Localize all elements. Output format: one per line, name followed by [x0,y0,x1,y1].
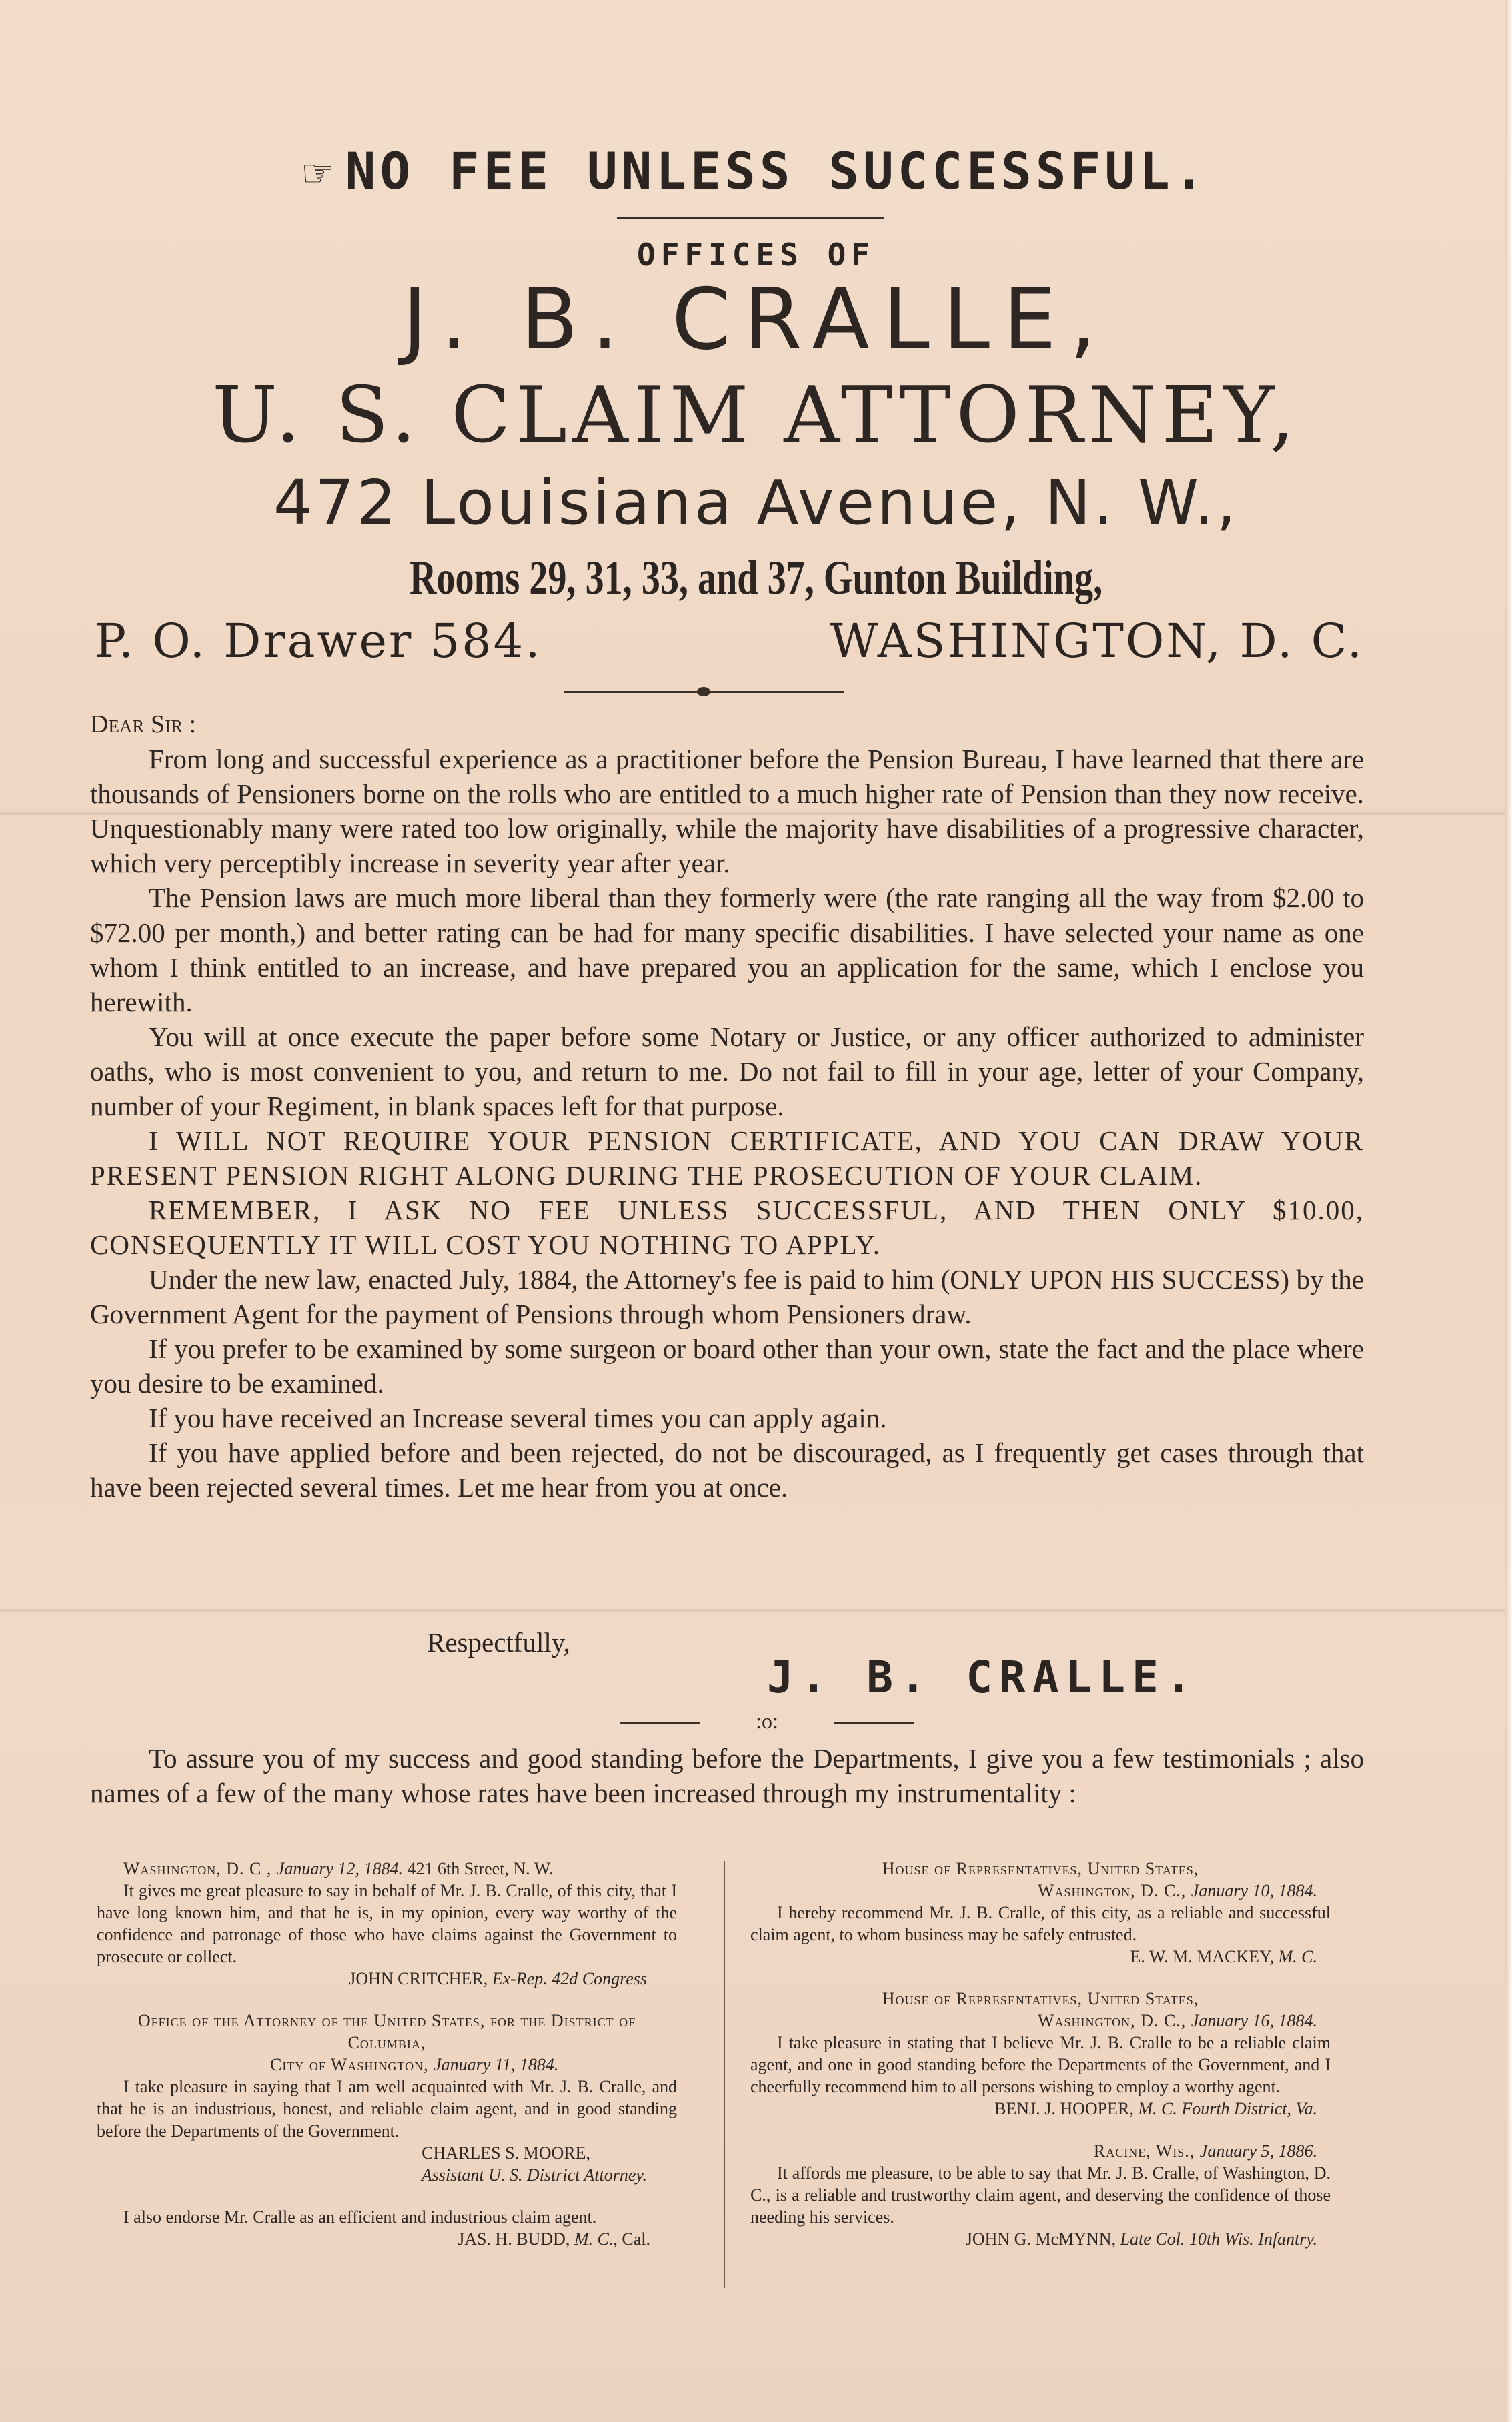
testimonial-signer: CHARLES S. MOORE, [422,2143,590,2163]
divider-rule [834,1722,914,1724]
letter-paragraph-caps: REMEMBER, I ASK NO FEE UNLESS SUCCESSFUL, AND THEN ONLY $10.00, CONSEQUENTLY IT WILL COST YOU NOTHING TO APPLY. [90,1195,1364,1260]
banner-text: NO FEE UNLESS SUCCESSFUL. [345,141,1209,201]
testimonial-office: Office of the Attorney of the United States, for the District of Columbia, [137,2011,636,2052]
testimonial-text: It affords me pleasure, to be able to say that Mr. J. B. Cralle, of Washington, D. C., is a reliable and trustworthy claim agent, and deserving the confidence of those needing his services. [750,2163,1331,2227]
letter-paragraph: The Pension laws are much more liberal than they formerly were (the rate ranging all the way from $2.00 to $72.00 per month,) and better rating can be had for many specific disabilities. I have selected your name as one whom I think entitled to an increase, and have prepared you an application for the same, which I enclose you herewith. [90,882,1364,1017]
letter-paragraph: If you have received an Increase several times you can apply again. [149,1403,887,1433]
ornament-rule [617,217,884,219]
testimonial-intro-text: To assure you of my success and good standing before the Departments, I give you a few testimonials ; also names of a few of the many whose rates have been increased through my instrumentality : [90,1743,1364,1808]
testimonial-signer: JOHN CRITCHER, Ex-Rep. 42d Congress [349,1969,647,1988]
testimonial-dateline: Washington, D. C., January 10, 1884. [1037,1881,1317,1900]
testimonial-signer: JOHN G. McMYNN, Late Col. 10th Wis. Infantry. [965,2229,1317,2249]
testimonial-text: I take pleasure in stating that I believe Mr. J. B. Cralle to be a reliable claim agent, and one in good standing before the Departments of the Government, and I cheerfully recommend him to all persons wishing to employ a worthy agent. [750,2033,1331,2096]
testimonial-text: I take pleasure in saying that I am well acquainted with Mr. J. B. Cralle, and that he is an industrious, honest, and reliable claim agent, and in good standing before the Departments of the Government. [97,2077,677,2141]
banner-heading [0,141,1512,201]
rooms-line: Rooms 29, 31, 33, and 37, Gunton Building, [409,551,1103,604]
testimonial-signer: E. W. M. MACKEY, M. C. [1130,1947,1317,1966]
letter-body [90,707,1364,1505]
offices-of-label: OFFICES OF [637,237,875,273]
testimonial-text: I also endorse Mr. Cralle as an efficient and industrious claim agent. [123,2207,597,2227]
testimonial-dateline: City of Washington, January 11, 1884. [270,2055,559,2074]
divider-rule [620,1722,700,1724]
testimonial-text: I hereby recommend Mr. J. B. Cralle, of this city, as a reliable and successful claim agent, to whom business may be safely entrusted. [750,1903,1331,1944]
attorney-name: J. B. CRALLE, [402,270,1110,368]
letter-paragraph: Under the new law, enacted July, 1884, the Attorney's fee is paid to him (ONLY UPON HIS SUCCESS) by the Government Agent for the payment of Pensions through whom Pensioners draw. [90,1264,1364,1329]
testimonial-office: House of Representatives, United States, [882,1859,1199,1878]
column-divider [724,1861,725,2288]
signature: J. B. CRALLE. [767,1652,1199,1703]
testimonial-signer: BENJ. J. HOOPER, M. C. Fourth District, Va. [994,2099,1317,2118]
salutation: Dear Sir : [90,710,197,738]
letter-paragraph: If you have applied before and been rejected, do not be discouraged, as I frequently get cases through that have been rejected several times. Let me hear from you at once. [90,1437,1364,1503]
testimonials-right-column [750,1858,1331,2250]
fold-crease [0,1609,1512,1612]
testimonial-dateline: Washington, D. C., January 16, 1884. [1037,2011,1317,2030]
testimonial-intro [90,1741,1364,1810]
divider-mark: :o: [756,1709,778,1733]
testimonial-office: House of Representatives, United States, [882,1989,1199,2008]
testimonial-dateline: Racine, Wis., January 5, 1886. [1093,2141,1317,2161]
city-line: WASHINGTON, D. C. [830,614,1364,668]
testimonial-dateline: Washington, D. C , January 12, 1884. 421 6th Street, N. W. [123,1859,554,1878]
testimonial-signer: JAS. H. BUDD, M. C., Cal. [458,2229,650,2249]
attorney-title: U. S. CLAIM ATTORNEY, [212,370,1300,460]
testimonial-text: It gives me great pleasure to say in behalf of Mr. J. B. Cralle, of this city, that I have long known him, and that he is, in my opinion, every way worthy of the confidence and patronage of those who have claims against the Government to prosecute or collect. [97,1881,677,1966]
letter-paragraph-caps: I WILL NOT REQUIRE YOUR PENSION CERTIFICATE, AND YOU CAN DRAW YOUR PRESENT PENSION RIGHT ALONG DURING THE PROSECUTION OF YOUR CLAIM. [90,1125,1364,1191]
testimonial-signer-title: Assistant U. S. District Attorney. [421,2165,647,2185]
letter-paragraph: If you prefer to be examined by some surgeon or board other than your own, state the fact and the place where you desire to be examined. [90,1333,1364,1399]
letter-paragraph: From long and successful experience as a practitioner before the Pension Bureau, I have learned that there are thousands of Pensioners borne on the rolls who are entitled to a much higher rate of Pension than they now receive. Unquestionably many were rated too low originally, while the majority have disabilities of a progressive character, which very perceptibly increase in severity year after year. [90,744,1364,878]
testimonials-left-column [97,1858,677,2250]
letter-paragraph: You will at once execute the paper before some Notary or Justice, or any officer authorized to administer oaths, who is most convenient to you, and return to me. Do not fail to fill in your age, letter of your Company, number of your Regiment, in blank spaces left for that purpose. [90,1021,1364,1121]
ornament-dot [697,687,710,696]
pointing-hand-icon: ☞ [303,145,336,200]
street-address: 472 Louisiana Avenue, N. W., [273,467,1239,538]
closing: Respectfully, [427,1627,570,1658]
po-drawer: P. O. Drawer 584. [95,614,542,668]
